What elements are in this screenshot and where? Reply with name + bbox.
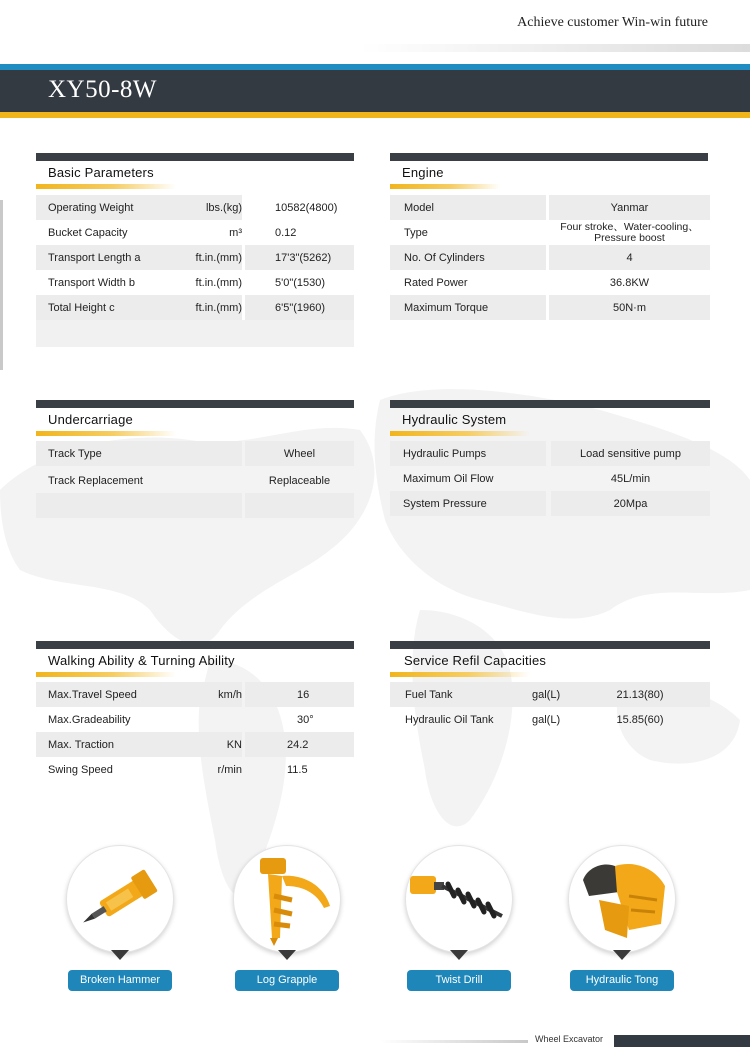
row-value: 30° [297, 713, 314, 726]
row-unit: KN [226, 738, 242, 751]
row-unit: ft.in.(mm) [195, 251, 242, 264]
section-underline [390, 431, 530, 436]
row-label: Max. Traction [36, 732, 242, 757]
attachment-image-frame [233, 845, 341, 953]
row-unit [176, 707, 242, 732]
section-underline [36, 184, 176, 189]
attachment-twist-drill[interactable] [405, 845, 517, 995]
row-value: 21.13(80) [616, 688, 664, 701]
model-header-band [0, 64, 750, 118]
section-underline [390, 672, 530, 677]
row-unit: m³ [229, 226, 242, 239]
attachment-image-frame [66, 845, 174, 953]
section-top-bar [390, 153, 708, 161]
row-value: 5'0"(1530) [275, 276, 326, 289]
table-row [36, 270, 354, 295]
row-label: Hydraulic Pumps [390, 441, 546, 466]
empty-cell [245, 493, 354, 518]
table-row [390, 245, 710, 270]
attachment-image-frame [568, 845, 676, 953]
row-value: 45L/min [610, 472, 651, 485]
attachment-label: Broken Hammer [68, 970, 172, 991]
page-edge-accent [0, 200, 3, 370]
section-title: Undercarriage [48, 412, 133, 427]
row-label: Max.Travel Speed [36, 682, 242, 707]
row-label: Model [390, 195, 546, 220]
section-title: Engine [402, 165, 444, 180]
row-value: 6'5"(1960) [245, 295, 354, 320]
attachment-label: Twist Drill [407, 970, 511, 991]
row-label: Transport Width b [48, 276, 136, 289]
row-value: 50N·m [549, 295, 710, 320]
row-label: Fuel Tank [390, 682, 710, 707]
row-unit: ft.in.(mm) [195, 301, 242, 314]
hydraulic-shear-icon [569, 846, 676, 953]
pointer-triangle [613, 950, 631, 960]
row-value: 20Mpa [551, 491, 710, 516]
undercarriage-section [36, 400, 354, 520]
attachment-label: Hydraulic Tong [570, 970, 674, 991]
footer-label: Wheel Excavator [535, 1034, 604, 1044]
table-row [390, 295, 710, 320]
service-capacities-section [390, 641, 710, 741]
row-label: Operating Weight [36, 195, 242, 220]
table-row [36, 220, 354, 245]
section-title: Basic Parameters [48, 165, 154, 180]
row-label: Transport Length a [36, 245, 242, 270]
engine-section [390, 153, 710, 328]
row-unit: gal(L) [532, 688, 561, 701]
empty-cell [36, 493, 242, 518]
row-label: Track Type [36, 441, 242, 466]
footer-fade-line [380, 1040, 528, 1043]
row-unit: ft.in.(mm) [195, 276, 242, 289]
row-value: 0.12 [275, 226, 297, 239]
row-label: Hydraulic Oil Tank [405, 713, 494, 726]
table-row [36, 441, 354, 466]
row-value: Load sensitive pump [551, 441, 710, 466]
empty-row [36, 320, 354, 347]
row-label: Track Replacement [48, 474, 143, 487]
row-value: 17'3"(5262) [245, 245, 354, 270]
section-top-bar [390, 400, 710, 408]
row-value: 4 [549, 245, 710, 270]
basic-parameters-section [36, 153, 354, 353]
row-value: 15.85(60) [616, 713, 664, 726]
row-label: Swing Speed [48, 763, 113, 776]
table-row [390, 491, 710, 516]
row-unit: r/min [217, 763, 242, 776]
row-value: 16 [245, 682, 354, 707]
table-row [36, 732, 354, 757]
section-top-bar [390, 641, 710, 649]
table-row [390, 682, 710, 707]
pointer-triangle [450, 950, 468, 960]
row-label: Max.Gradeability [48, 713, 131, 726]
section-top-bar [36, 153, 354, 161]
row-label: Maximum Oil Flow [403, 472, 494, 485]
tagline: Achieve customer Win-win future [517, 15, 708, 30]
table-row [390, 270, 710, 295]
row-label: System Pressure [390, 491, 546, 516]
attachment-label: Log Grapple [235, 970, 339, 991]
section-underline [36, 672, 176, 677]
table-row [36, 682, 354, 707]
row-label: Rated Power [404, 276, 468, 289]
table-row [36, 295, 354, 320]
header-yellow-stripe [0, 112, 750, 118]
pointer-triangle [111, 950, 129, 960]
table-row [390, 707, 710, 732]
row-value: Yanmar [549, 195, 710, 220]
row-value: 36.8KW [609, 276, 650, 289]
row-value: 10582(4800) [275, 201, 338, 214]
row-label: Type [404, 226, 428, 239]
table-row [390, 195, 710, 220]
section-top-bar [36, 400, 354, 408]
row-label: No. Of Cylinders [390, 245, 546, 270]
section-underline [390, 184, 500, 189]
hydraulic-system-section [390, 400, 710, 520]
table-row [36, 195, 354, 220]
row-label: Total Height c [36, 295, 242, 320]
section-title: Service Refil Capacities [404, 653, 547, 668]
row-unit: lbs.(kg) [205, 201, 242, 214]
row-unit: km/h [218, 688, 242, 701]
section-title: Hydraulic System [402, 412, 507, 427]
row-label: Bucket Capacity [48, 226, 128, 239]
attachment-image-frame [405, 845, 513, 953]
section-title: Walking Ability & Turning Ability [48, 653, 235, 668]
table-row [390, 220, 710, 245]
section-underline [36, 431, 176, 436]
footer-dark-bar [614, 1035, 750, 1047]
row-value: Four stroke、Water-cooling、 Pressure boost [560, 220, 699, 244]
table-row [36, 707, 354, 732]
row-unit: gal(L) [532, 713, 561, 726]
table-row [390, 466, 710, 491]
log-grapple-icon [234, 846, 341, 953]
table-row [36, 468, 354, 493]
model-title: XY50-8W [48, 76, 158, 103]
table-row [390, 441, 710, 466]
row-value: 11.5 [287, 763, 308, 776]
row-value: Wheel [245, 441, 354, 466]
section-top-bar [36, 641, 354, 649]
table-row [36, 245, 354, 270]
row-label: Maximum Torque [390, 295, 546, 320]
walking-ability-section [36, 641, 354, 786]
row-value: 24.2 [245, 732, 354, 757]
attachment-log-grapple[interactable] [233, 845, 345, 995]
decorative-fade-line [360, 44, 750, 52]
auger-drill-icon [406, 846, 513, 953]
empty-row [36, 493, 354, 518]
pointer-triangle [278, 950, 296, 960]
table-row [36, 757, 354, 782]
attachment-broken-hammer[interactable] [66, 845, 178, 995]
row-value: Replaceable [268, 474, 331, 487]
breaker-hammer-icon [67, 846, 174, 953]
attachment-hydraulic-tong[interactable] [568, 845, 680, 995]
